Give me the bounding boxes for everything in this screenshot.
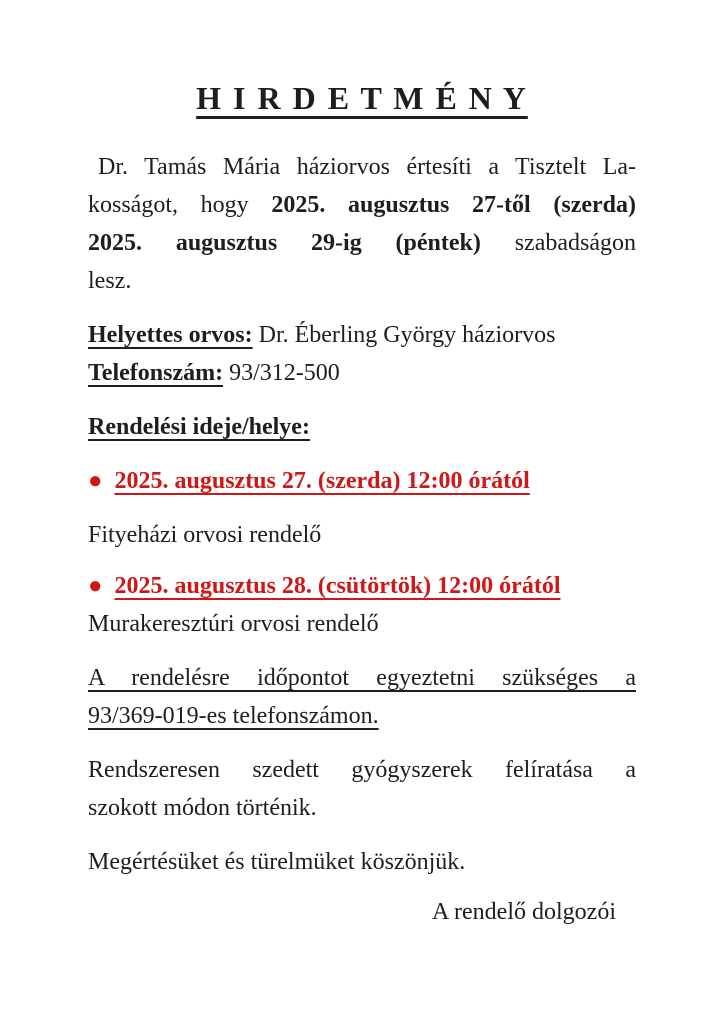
intro-line-4: lesz.	[88, 268, 132, 294]
schedule-heading-text: Rendelési ideje/helye:	[88, 414, 310, 440]
schedule-item-1-place-block	[88, 516, 636, 554]
schedule-item-1-date-line	[88, 462, 636, 500]
signature-block	[88, 893, 636, 931]
page-title: H I R D E T M É N Y	[196, 80, 528, 116]
deputy-doctor-block	[88, 316, 636, 392]
schedule-item-2-block	[88, 567, 636, 643]
schedule-heading	[88, 408, 636, 446]
prescriptions-line-2: szokott módon történik.	[88, 795, 317, 821]
deputy-doctor-line	[88, 316, 636, 354]
intro-line-2	[88, 186, 636, 224]
bullet-icon: ●	[88, 468, 103, 494]
intro-line-2-normal: kosságot, hogy	[88, 192, 272, 218]
vacation-end-date: 2025. augusztus 29-ig (péntek)	[88, 230, 481, 256]
intro-line-3-normal: szabadságon	[480, 230, 636, 256]
deputy-doctor-label: Helyettes orvos:	[88, 322, 253, 348]
closing-paragraph	[88, 843, 636, 881]
schedule-item-1-date-block	[88, 462, 636, 500]
prescriptions-line-1: Rendszeresen szedett gyógyszerek felíratása a	[88, 757, 636, 783]
phone-number: 93/312-500	[223, 360, 340, 386]
appointment-line-1: A rendelésre időpontot egyeztetni szükséges a	[88, 665, 636, 691]
intro-paragraph	[88, 148, 636, 300]
schedule-heading-block	[88, 408, 636, 446]
intro-line-1: Dr. Tamás Mária háziorvos értesíti a Tisztelt La-	[98, 154, 636, 180]
schedule-item-1-place: Fityeházi orvosi rendelő	[88, 522, 322, 548]
vacation-start-date: 2025. augusztus 27-től (szerda)	[271, 192, 636, 218]
deputy-doctor-name: Dr. Éberling György háziorvos	[252, 322, 556, 348]
signature-text: A rendelő dolgozói	[432, 899, 616, 925]
bullet-icon: ●	[88, 573, 103, 599]
phone-line	[88, 354, 636, 392]
appointment-line-2: 93/369-019-es telefonszámon.	[88, 703, 379, 729]
schedule-item-2-place: Murakeresztúri orvosi rendelő	[88, 611, 379, 637]
schedule-item-2-date-line	[88, 567, 636, 605]
intro-line-3	[88, 224, 636, 262]
appointment-paragraph	[88, 659, 636, 735]
phone-label: Telefonszám:	[88, 360, 224, 386]
prescriptions-paragraph	[88, 751, 636, 827]
closing-text: Megértésüket és türelmüket köszönjük.	[88, 849, 466, 875]
schedule-item-2-date: 2025. augusztus 28. (csütörtök) 12:00 órától	[114, 573, 561, 599]
schedule-item-1-date: 2025. augusztus 27. (szerda) 12:00 órától	[114, 468, 530, 494]
